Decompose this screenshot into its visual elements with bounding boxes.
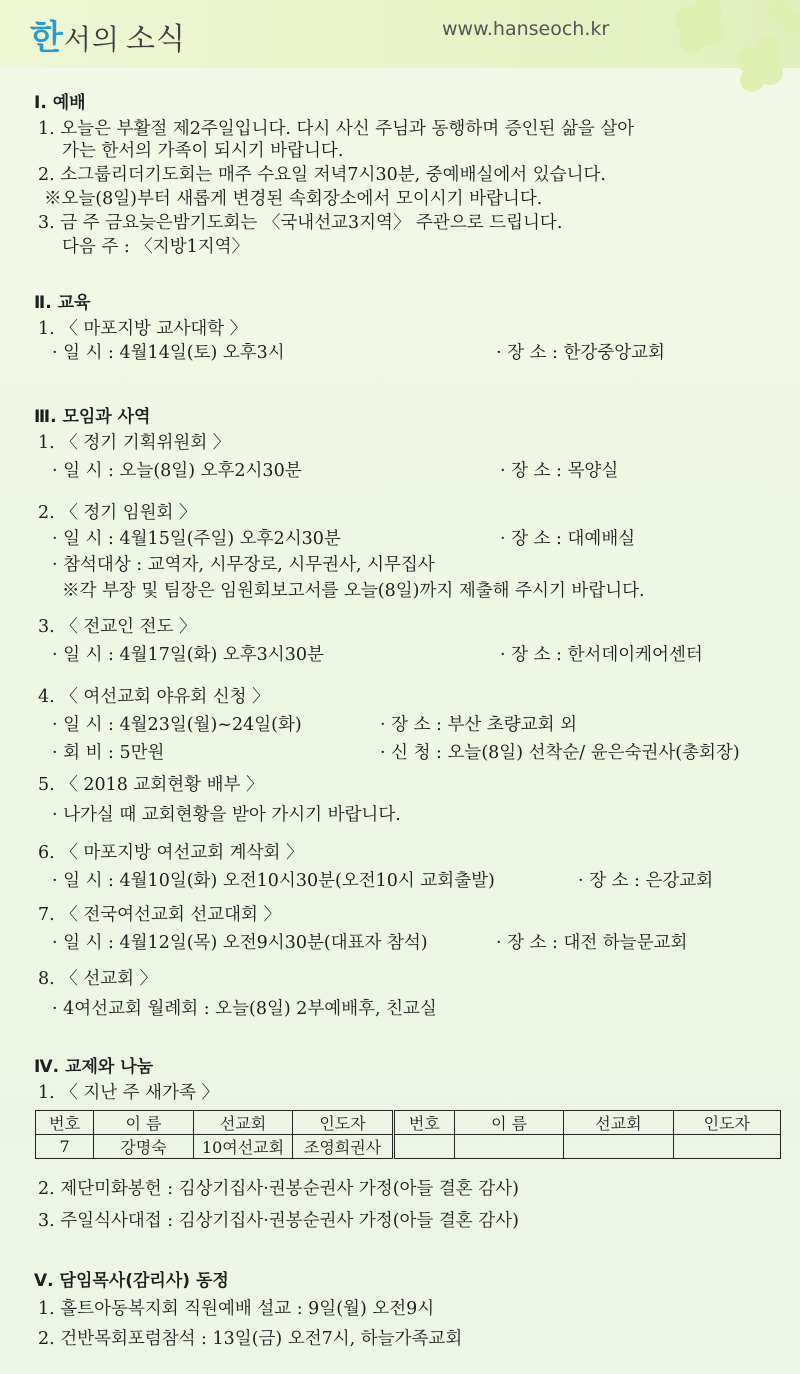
- table-cell: [393, 1135, 454, 1159]
- ministry-item-1-place: · 장 소 : 목양실: [500, 461, 619, 481]
- ministry-item-8-title: 8. 〈 선교회 〉: [38, 969, 158, 989]
- ministry-item-3-place: · 장 소 : 한서데이케어센터: [500, 645, 703, 665]
- fellowship-item-1-title: 1. 〈 지난 주 새가족 〉: [38, 1083, 219, 1103]
- fellowship-item-2: 2. 제단미화봉헌 : 김상기집사·권봉순권사 가정(아들 결혼 감사): [38, 1179, 519, 1199]
- ministry-item-7-title: 7. 〈 전국여선교회 선교대회 〉: [38, 905, 281, 925]
- ministry-item-4-date: · 일 시 : 4월23일(월)~24일(화): [52, 715, 302, 735]
- ministry-item-6-title: 6. 〈 마포지방 여선교회 계삭회 〉: [38, 843, 304, 863]
- table-cell: 7: [36, 1135, 94, 1159]
- ministry-item-3-title: 3. 〈 전교인 전도 〉: [38, 617, 197, 637]
- table-header-cell: 선교회: [193, 1111, 293, 1135]
- ministry-item-2-title: 2. 〈 정기 임원회 〉: [38, 503, 197, 523]
- pastor-item-1: 1. 홀트아동복지회 직원예배 설교 : 9일(월) 오전9시: [38, 1299, 435, 1319]
- clover-decoration-icon: [630, 0, 800, 110]
- worship-item-2-line1: 2. 소그룹리더기도회는 매주 수요일 저녁7시30분, 중예배실에서 있습니다.: [38, 165, 606, 185]
- ministry-item-1-title: 1. 〈 정기 기획위원회 〉: [38, 433, 231, 453]
- ministry-item-4-fee: · 회 비 : 5만원: [52, 743, 165, 763]
- education-item-1-title: 1. 〈 마포지방 교사대학 〉: [38, 319, 248, 339]
- table-header-cell: 인도자: [293, 1111, 393, 1135]
- table-header-cell: 인도자: [673, 1111, 780, 1135]
- worship-item-2-note: ※오늘(8일)부터 새롭게 변경된 속회장소에서 모이시기 바랍니다.: [44, 189, 543, 209]
- ministry-item-6-date: · 일 시 : 4월10일(화) 오전10시30분(오전10시 교회출발): [52, 871, 495, 891]
- newsletter-logo: 한서의 소식: [30, 18, 186, 58]
- table-row: [36, 1135, 781, 1159]
- table-header-cell: 번호: [36, 1111, 94, 1135]
- ministry-item-5-desc: · 나가실 때 교회현황을 받아 가시기 바랍니다.: [52, 805, 401, 825]
- section-heading-pastor: Ⅴ. 담임목사(감리사) 동정: [34, 1271, 229, 1291]
- table-header-cell: 번호: [393, 1111, 454, 1135]
- section-heading-ministry: Ⅲ. 모임과 사역: [34, 407, 151, 427]
- ministry-item-5-title: 5. 〈 2018 교회현황 배부 〉: [38, 775, 264, 795]
- ministry-item-4-title: 4. 〈 여선교회 야유회 신청 〉: [38, 687, 270, 707]
- ministry-item-6-place: · 장 소 : 은강교회: [578, 871, 714, 891]
- table-cell: [673, 1135, 780, 1159]
- worship-item-1-line2: 가는 한서의 가족이 되시기 바랍니다.: [62, 141, 344, 161]
- education-item-1-place: · 장 소 : 한강중앙교회: [496, 343, 665, 363]
- ministry-item-2-attendees: · 참석대상 : 교역자, 시무장로, 시무권사, 시무집사: [52, 555, 435, 575]
- ministry-item-1-date: · 일 시 : 오늘(8일) 오후2시30분: [52, 461, 302, 481]
- ministry-item-4-place: · 장 소 : 부산 초량교회 외: [380, 715, 577, 735]
- pastor-item-2: 2. 건반목회포럼참석 : 13일(금) 오전7시, 하늘가족교회: [38, 1329, 463, 1349]
- header-banner: [0, 0, 800, 68]
- table-cell: 조영희권사: [293, 1135, 393, 1159]
- fellowship-item-3: 3. 주일식사대접 : 김상기집사·권봉순권사 가정(아들 결혼 감사): [38, 1211, 519, 1231]
- ministry-item-2-place: · 장 소 : 대예배실: [500, 529, 636, 549]
- ministry-item-2-date: · 일 시 : 4월15일(주일) 오후2시30분: [52, 529, 341, 549]
- table-cell: 10여선교회: [193, 1135, 293, 1159]
- section-heading-fellowship: Ⅳ. 교제와 나눔: [34, 1057, 154, 1077]
- worship-item-1-line1: 1. 오늘은 부활절 제2주일입니다. 다시 사신 주님과 동행하며 증인된 삶을 살아: [38, 119, 635, 139]
- section-heading-education: Ⅱ. 교육: [34, 293, 91, 313]
- table-header-cell: 이 름: [94, 1111, 193, 1135]
- table-cell: [454, 1135, 563, 1159]
- table-cell: [564, 1135, 673, 1159]
- ministry-item-3-date: · 일 시 : 4월17일(화) 오후3시30분: [52, 645, 324, 665]
- table-header-cell: 선교회: [564, 1111, 673, 1135]
- table-cell: 강명숙: [94, 1135, 193, 1159]
- section-heading-worship: Ⅰ. 예배: [34, 93, 86, 113]
- ministry-item-2-note: ※각 부장 및 팀장은 임원회보고서를 오늘(8일)까지 제출해 주시기 바랍니다.: [62, 581, 645, 601]
- worship-item-3-line1: 3. 금 주 금요늦은밤기도회는 〈국내선교3지역〉 주관으로 드립니다.: [38, 213, 563, 233]
- ministry-item-7-place: · 장 소 : 대전 하늘문교회: [496, 933, 688, 953]
- ministry-item-7-date: · 일 시 : 4월12일(목) 오전9시30분(대표자 참석): [52, 933, 428, 953]
- website-url: www.hanseoch.kr: [442, 18, 610, 40]
- new-family-table: [35, 1110, 781, 1159]
- worship-item-3-line2: 다음 주 : 〈지방1지역〉: [62, 237, 250, 257]
- education-item-1-date: · 일 시 : 4월14일(토) 오후3시: [52, 343, 285, 363]
- ministry-item-4-registration: · 신 청 : 오늘(8일) 선착순/ 윤은숙권사(총회장): [380, 743, 740, 763]
- ministry-item-8-desc: · 4여선교회 월례회 : 오늘(8일) 2부예배후, 친교실: [52, 999, 437, 1019]
- table-header-cell: 이 름: [454, 1111, 563, 1135]
- table-header-row: [36, 1111, 781, 1135]
